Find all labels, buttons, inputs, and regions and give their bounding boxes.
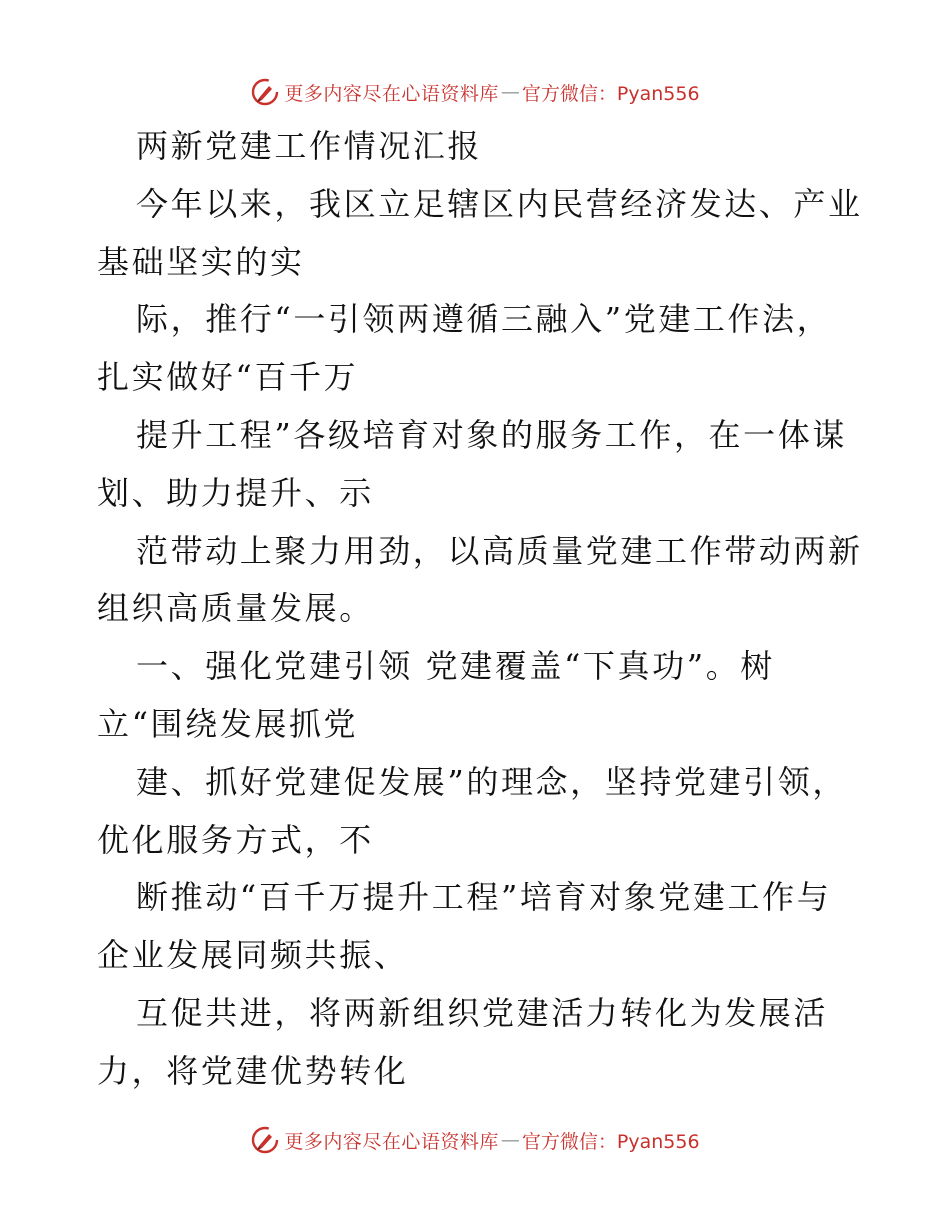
watermark-separator: — [500,1129,520,1151]
paragraph-line: 企业发展同频共振、 [97,936,409,975]
paragraph-line: 断推动“百千万提升工程”培育对象党建工作与 [136,878,832,917]
watermark-text: 更多内容尽在心语资料库 [284,82,499,105]
paragraph-line: 划、助力提升、示 [97,473,374,512]
paragraph-line: 力，将党建优势转化 [97,1051,409,1090]
pen-logo-icon [250,77,280,107]
paragraph-line: 范带动上聚力用劲，以高质量党建工作带动两新 [136,531,863,570]
header-watermark [0,72,950,112]
section-heading-line: 一、强化党建引领 党建覆盖“下真功”。树 [136,647,775,686]
pen-logo-icon [250,1125,280,1155]
paragraph-line: 优化服务方式，不 [97,820,374,859]
paragraph-line: 互促共进，将两新组织党建活力转化为发展活 [136,993,829,1032]
watermark-wechat: 官方微信：Pyan556 [521,1130,700,1153]
paragraph-line: 今年以来，我区立足辖区内民营经济发达、产业 [136,184,863,223]
document-body [97,118,863,1101]
watermark-text: 更多内容尽在心语资料库 [284,1130,499,1153]
paragraph-line: 提升工程”各级培育对象的服务工作，在一体谋 [136,415,847,454]
paragraph-line: 基础坚实的实 [97,242,305,281]
paragraph-line: 扎实做好“百千万 [97,358,359,397]
document-title: 两新党建工作情况汇报 [136,127,483,165]
paragraph-line: 立“围绕发展抓党 [97,704,359,743]
watermark-wechat: 官方微信：Pyan556 [521,82,700,105]
footer-watermark [0,1120,950,1160]
watermark-separator: — [500,81,520,103]
paragraph-line: 建、抓好党建促发展”的理念，坚持党建引领， [136,762,847,801]
paragraph-line: 组织高质量发展。 [97,589,374,628]
paragraph-line: 际，推行“一引领两遵循三融入”党建工作法， [136,300,832,339]
